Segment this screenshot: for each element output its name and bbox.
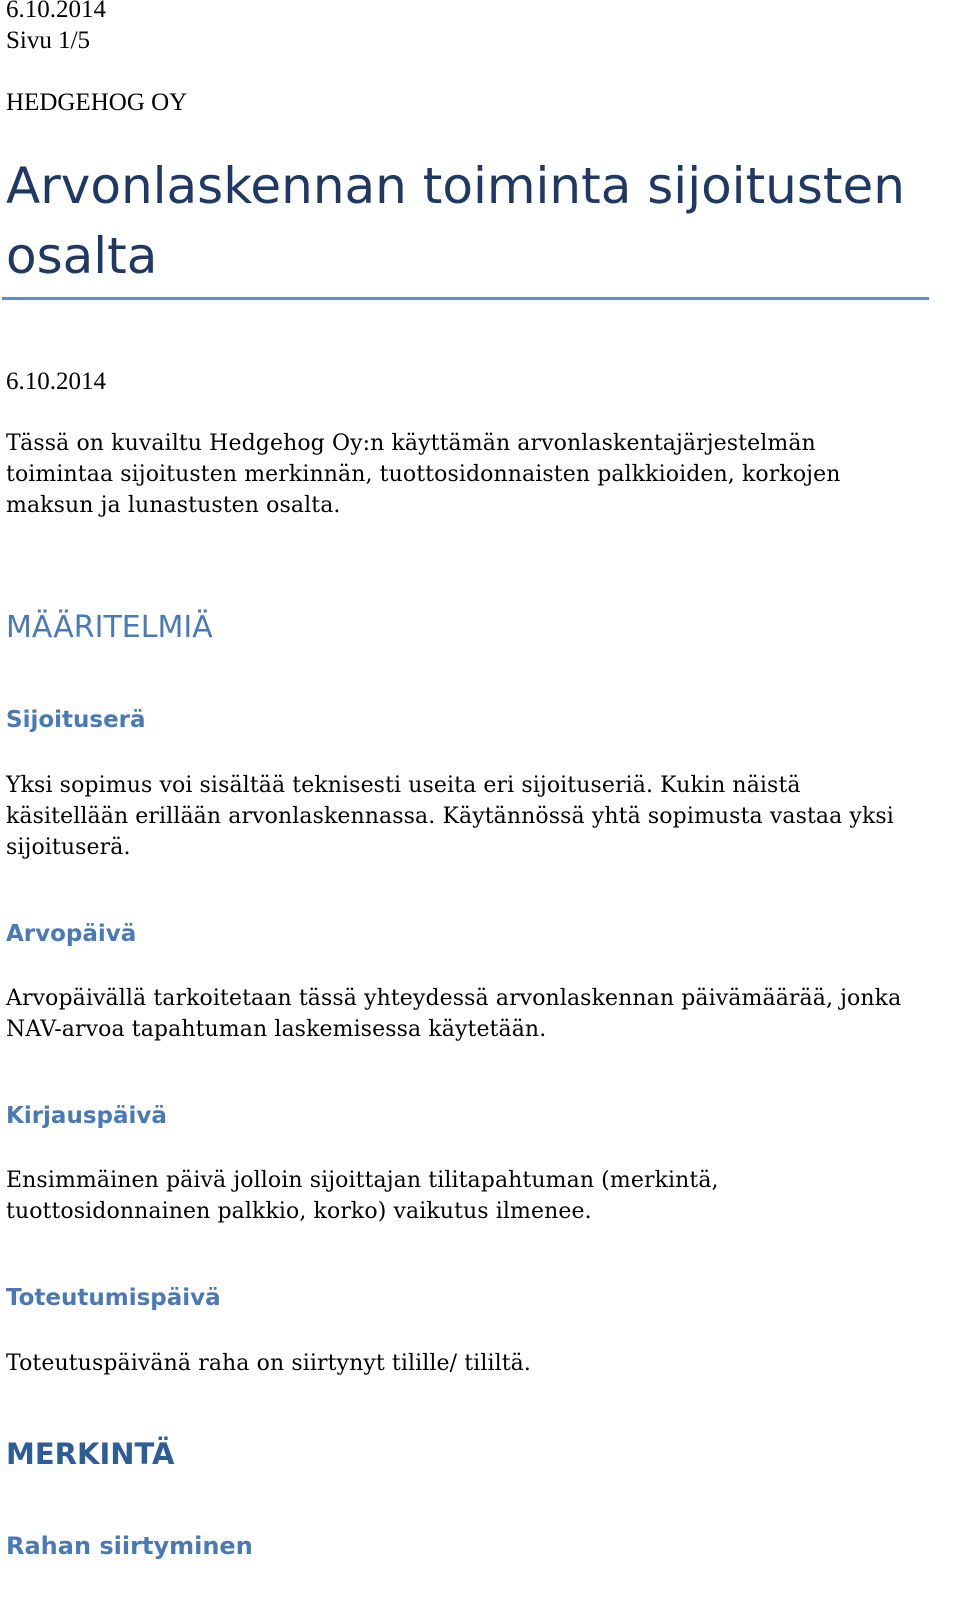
header-page-number: Sivu 1/5 bbox=[6, 27, 91, 54]
intro-line: Tässä on kuvailtu Hedgehog Oy:n käyttämän arvonlaskentajärjestelmän bbox=[6, 431, 816, 456]
term-text-line: Toteutuspäivänä raha on siirtynyt tilille/ tililtä. bbox=[6, 1351, 531, 1376]
document-date: 6.10.2014 bbox=[6, 368, 106, 395]
term-text-line: NAV-arvoa tapahtuman laskemisessa käytetään. bbox=[6, 1017, 547, 1042]
term-text-line: tuottosidonnainen palkkio, korko) vaikutus ilmenee. bbox=[6, 1199, 592, 1224]
term-text-line: Arvopäivällä tarkoitetaan tässä yhteydessä arvonlaskennan päivämäärää, jonka bbox=[6, 986, 902, 1011]
header-date: 6.10.2014 bbox=[6, 0, 106, 23]
term-heading: Kirjauspäivä bbox=[6, 1103, 167, 1129]
section-heading-merkinta: MERKINTÄ bbox=[6, 1437, 175, 1471]
section-heading-definitions: MÄÄRITELMIÄ bbox=[6, 610, 213, 645]
term-text-line: Yksi sopimus voi sisältää teknisesti useita eri sijoituseriä. Kukin näistä bbox=[6, 773, 801, 798]
term-text-line: sijoituserä. bbox=[6, 835, 131, 860]
term-heading: Toteutumispäivä bbox=[6, 1285, 221, 1311]
title-divider bbox=[2, 297, 929, 300]
intro-line: toimintaa sijoitusten merkinnän, tuottosidonnaisten palkkioiden, korkojen bbox=[6, 462, 841, 487]
term-heading: Arvopäivä bbox=[6, 921, 137, 947]
header-company: HEDGEHOG OY bbox=[6, 89, 188, 116]
page-title: Arvonlaskennan toiminta sijoitusten osalta bbox=[6, 157, 905, 285]
term-text-line: käsitellään erillään arvonlaskennassa. Käytännössä yhtä sopimusta vastaa yksi bbox=[6, 804, 894, 829]
subsection-heading: Rahan siirtyminen bbox=[6, 1532, 253, 1560]
term-text-line: Ensimmäinen päivä jolloin sijoittajan tilitapahtuman (merkintä, bbox=[6, 1168, 719, 1193]
intro-line: maksun ja lunastusten osalta. bbox=[6, 493, 341, 518]
term-heading: Sijoituserä bbox=[6, 707, 146, 733]
